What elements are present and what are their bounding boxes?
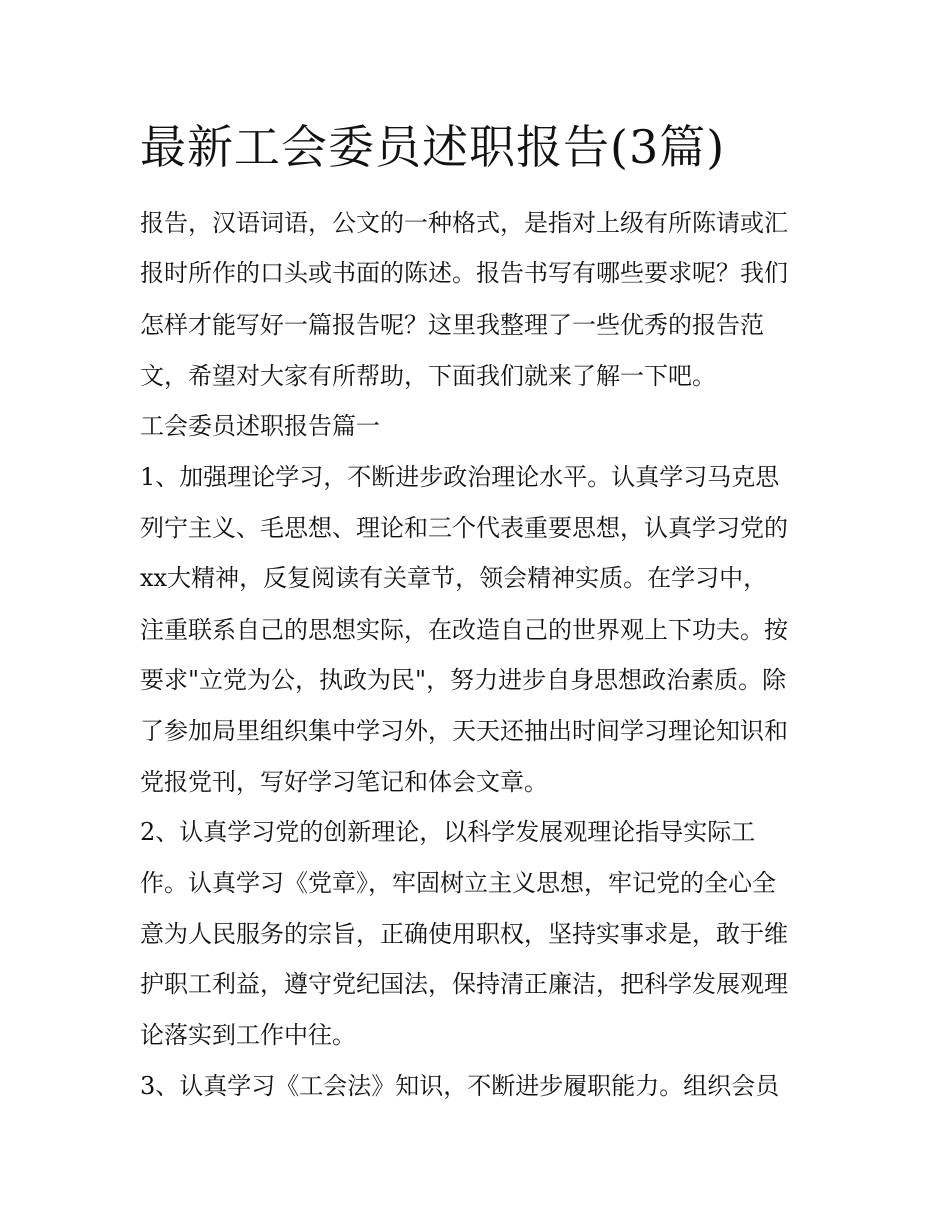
body-line: 1、加强理论学习，不断进步政治理论水平。认真学习马克思 [140,463,780,491]
body-line: 护职工利益，遵守党纪国法，保持清正廉洁，把科学发展观理 [140,970,788,998]
body-line: 作。认真学习《党章》，牢固树立主义思想，牢记党的全心全 [140,869,776,897]
page-title: 最新工会委员述职报告(3篇) [140,120,726,174]
body-line: 意为人民服务的宗旨，正确使用职权，坚持实事求是，敢于维 [140,920,788,948]
body-line: 要求"立党为公，执政为民"，努力进步自身思想政治素质。除 [140,666,787,694]
body-line: 报告，汉语词语，公文的一种格式，是指对上级有所陈请或汇 [140,209,788,237]
body-line: 党报党刊，写好学习笔记和体会文章。 [140,768,548,796]
body-line: 注重联系自己的思想实际，在改造自己的世界观上下功夫。按 [140,616,788,644]
body-line: 列宁主义、毛思想、理论和三个代表重要思想，认真学习党的 [140,514,788,542]
body-line: 文，希望对大家有所帮助，下面我们就来了解一下吧。 [140,362,716,390]
body-line: 论落实到工作中往。 [140,1021,356,1049]
body-line: 3、认真学习《工会法》知识，不断进步履职能力。组织会员 [140,1072,780,1100]
body-line: 了参加局里组织集中学习外，天天还抽出时间学习理论知识和 [140,717,788,745]
body-line: xx大精神，反复阅读有关章节，领会精神实质。在学习中， [140,564,768,592]
body-line: 2、认真学习党的创新理论，以科学发展观理论指导实际工 [140,818,756,846]
body-line: 怎样才能写好一篇报告呢？这里我整理了一些优秀的报告范 [140,311,764,339]
section-heading: 工会委员述职报告篇一 [140,412,380,440]
body-line: 报时所作的口头或书面的陈述。报告书写有哪些要求呢？我们 [140,259,788,287]
